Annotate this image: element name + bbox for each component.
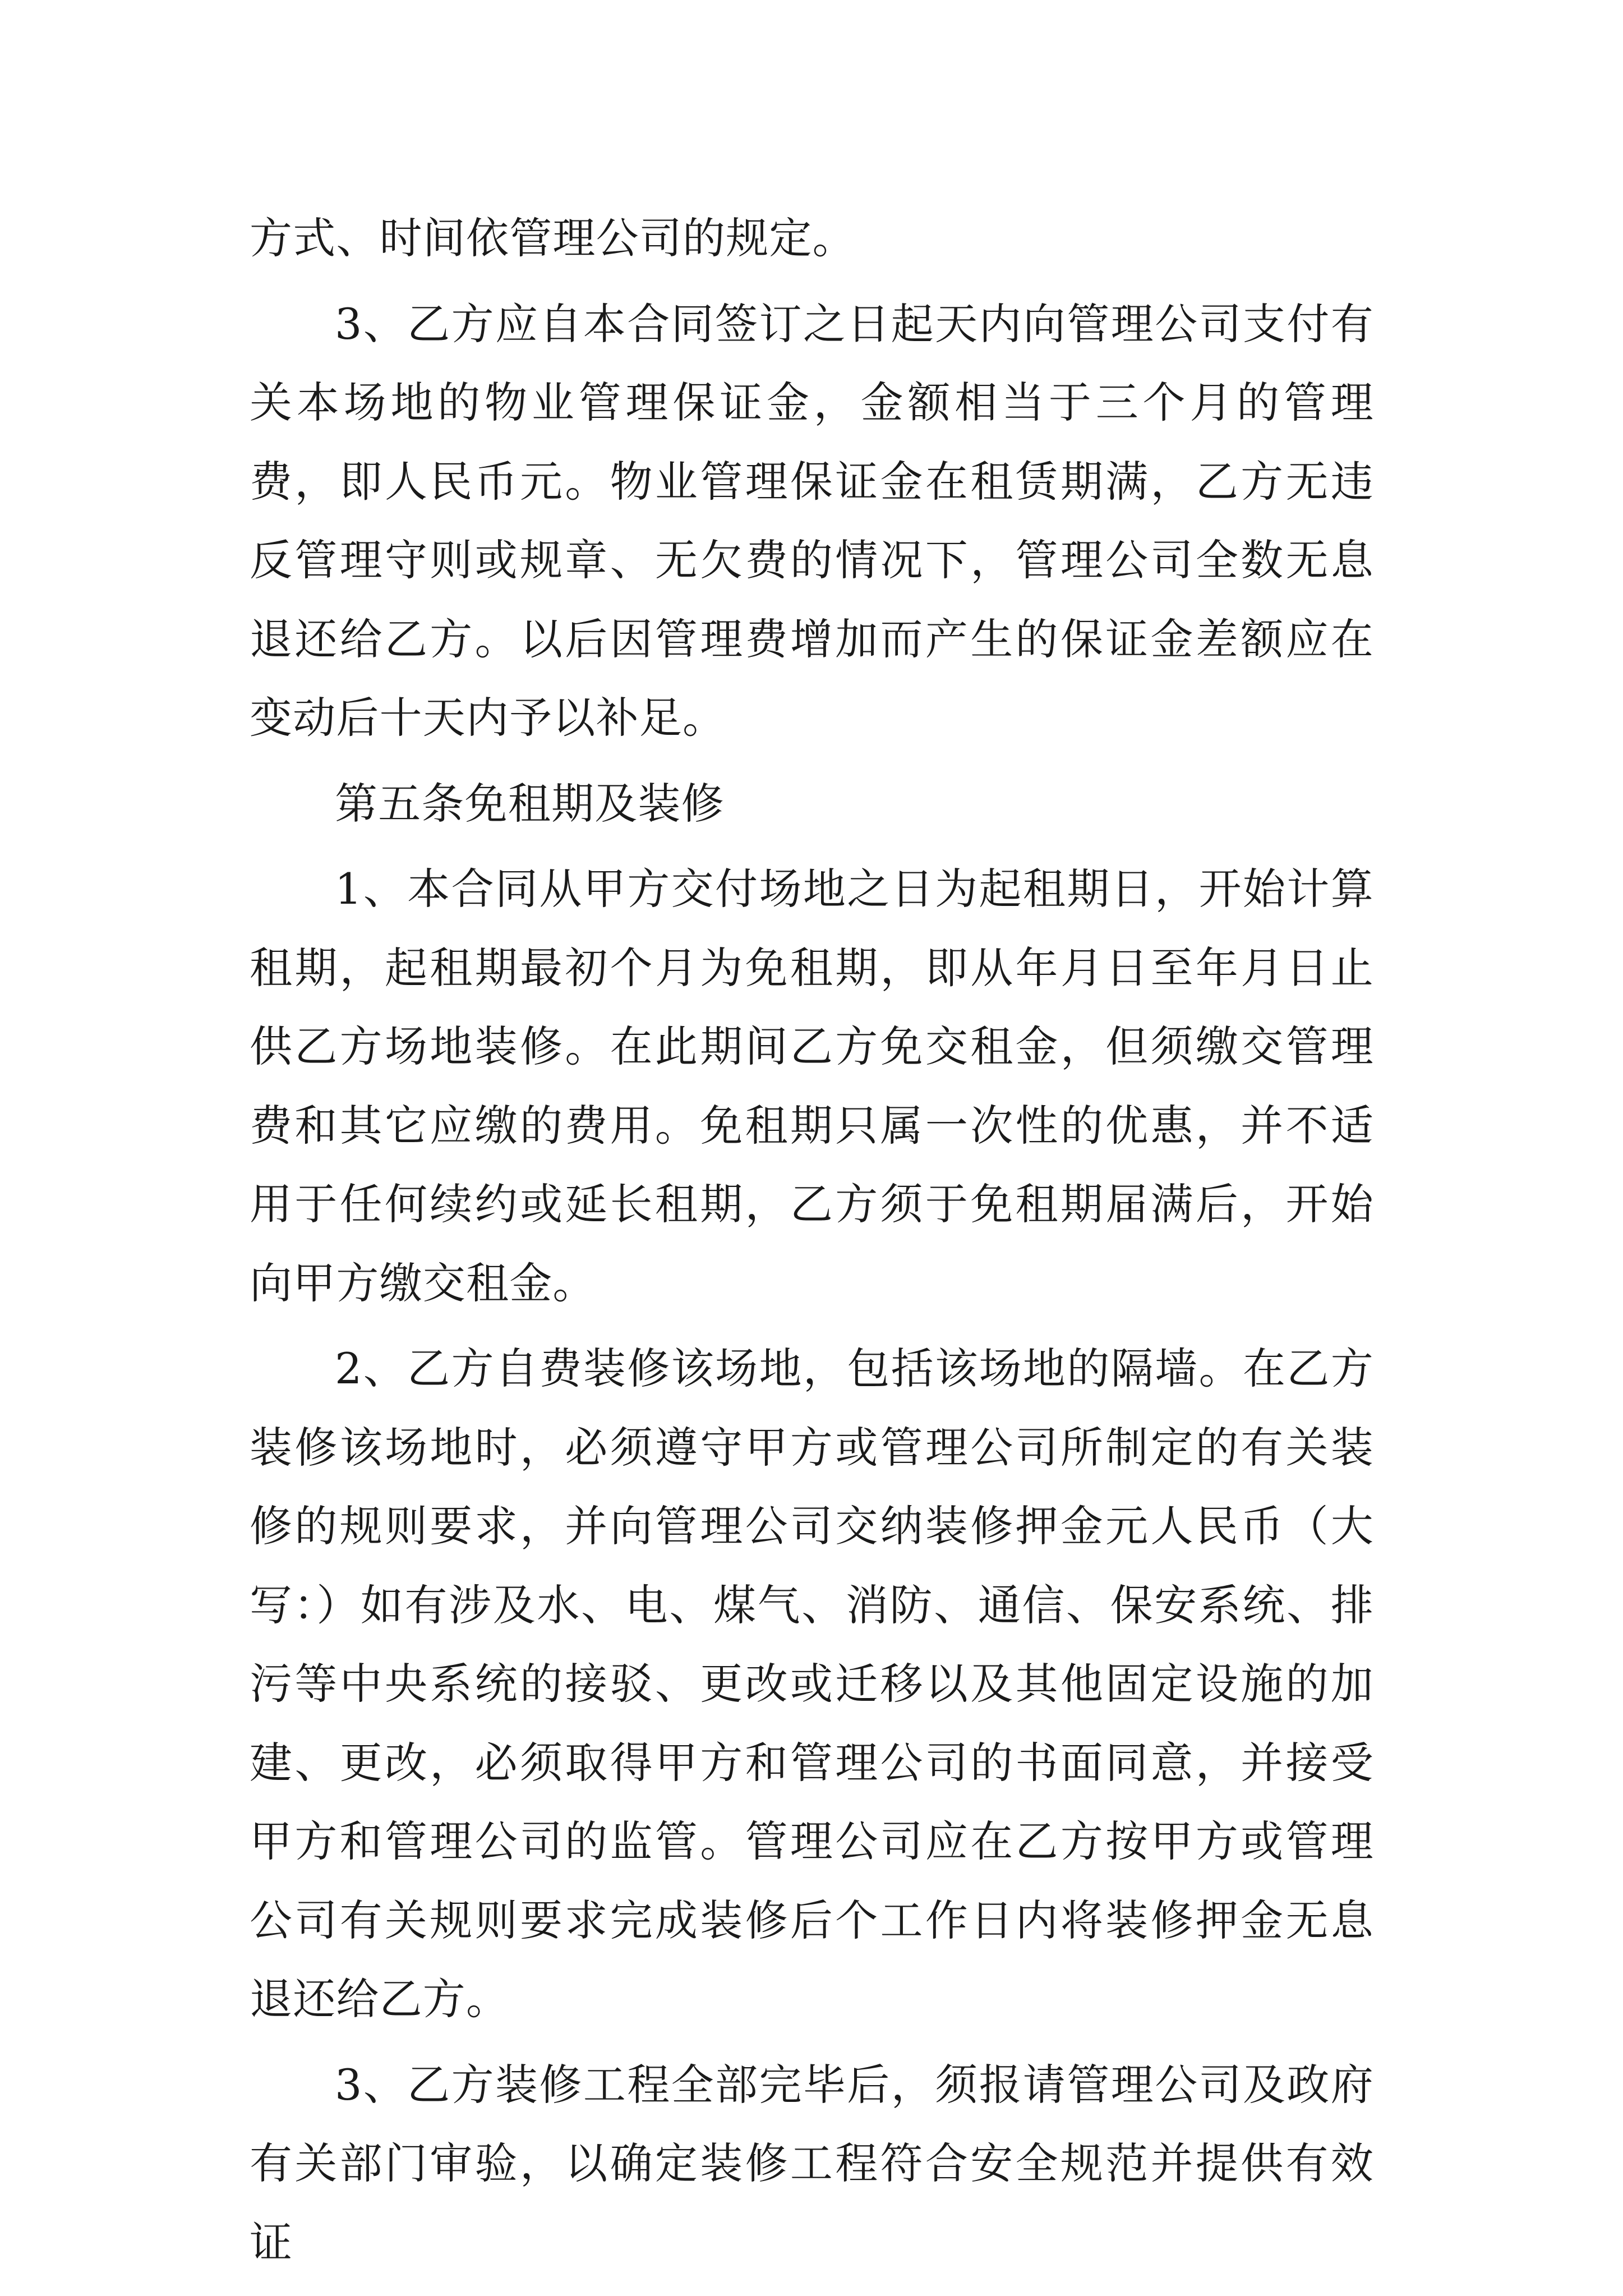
- paragraph-continuation: 方式、时间依管理公司的规定。: [250, 213, 856, 263]
- paragraph-clause-2-renovation: 2、乙方自费装修该场地，包括该场地的隔墙。在乙方装修该场地时，必须遵守甲方或管理公司所制定的有关装修的规则要求，并向管理公司交纳装修押金元人民币（大写：）如有涉及水、电、煤气、消防、通信、保安系统、排污等中央系统的接驳、更改或迁移以及其他固定设施的加建、更改，必须取得甲方和管理公司的书面同意，并接受甲方和管理公司的监管。管理公司应在乙方按甲方或管理公司有关规则要求完成装修后个工作日内将装修押金无息退还给乙方。: [250, 1343, 1374, 2024]
- paragraph-clause-3-deposit: 3、乙方应自本合同签订之日起天内向管理公司支付有关本场地的物业管理保证金，金额相当于三个月的管理费，即人民币元。物业管理保证金在租赁期满，乙方无违反管理守则或规章、无欠费的情况下，管理公司全数无息退还给乙方。以后因管理费增加而产生的保证金差额应在变动后十天内予以补足。: [250, 298, 1374, 743]
- paragraph-clause-1-rent-free: 1、本合同从甲方交付场地之日为起租期日，开始计算租期，起租期最初个月为免租期，即从年月日至年月日止供乙方场地装修。在此期间乙方免交租金，但须缴交管理费和其它应缴的费用。免租期只属一次性的优惠，并不适用于任何续约或延长租期，乙方须于免租期届满后，开始向甲方缴交租金。: [250, 864, 1374, 1308]
- paragraph-clause-3-inspection: 3、乙方装修工程全部完毕后，须报请管理公司及政府有关部门审验，以确定装修工程符合安全规范并提供有效证: [250, 2059, 1374, 2267]
- section-heading-article-5: 第五条免租期及装修: [335, 778, 725, 829]
- document-body: [250, 199, 1374, 2282]
